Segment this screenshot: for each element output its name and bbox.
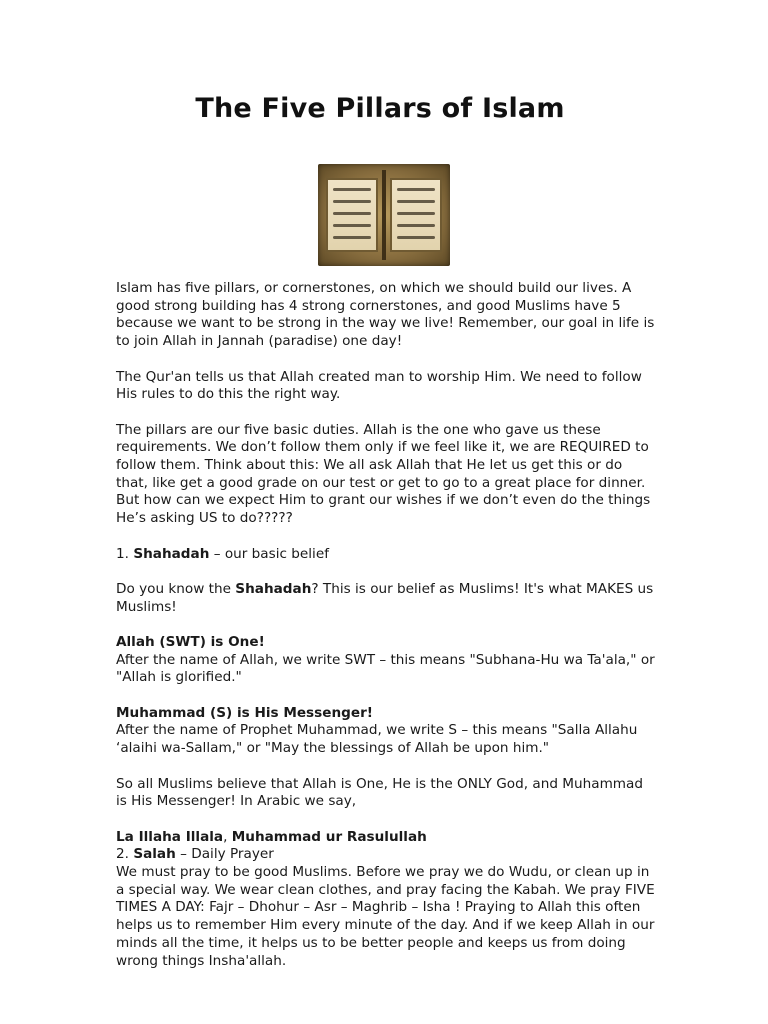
- paragraph-intro: Islam has five pillars, or cornerstones, on which we should build our lives. A good strong building has 4 strong cornerstones, and good Muslims have 5 because we want to be strong in the way we live! Remember, our goal in life is to join Allah in Jannah (paradise) one day!: [116, 280, 655, 350]
- body-text: [116, 280, 656, 970]
- quran-book-image: [318, 164, 450, 266]
- paragraph-arabic-intro: So all Muslims believe that Allah is One, He is the ONLY God, and Muhammad is His Messenger! In Arabic we say,: [116, 775, 644, 810]
- pillar-1-name: Shahadah: [133, 545, 210, 562]
- book-spine: [382, 170, 386, 260]
- allah-text: After the name of Allah, we write SWT – this means "Subhana-Hu wa Ta'ala," or "Allah is glorified.": [116, 651, 655, 686]
- muhammad-text: After the name of Prophet Muhammad, we write S – this means "Salla Allahu ‘alaihi wa-Sallam," or "May the blessings of Allah be upon him.": [116, 722, 638, 757]
- paragraph-shahadah-question: Do you know the Shahadah? This is our belief as Muslims! It's what MAKES us Muslims!: [116, 580, 654, 615]
- book-left-page: [326, 178, 378, 252]
- pillar-2-heading: 2. Salah – Daily Prayer: [116, 846, 274, 863]
- muhammad-heading: Muhammad (S) is His Messenger!: [116, 704, 373, 721]
- paragraph-duties: The pillars are our five basic duties. Allah is the one who gave us these requirements. We don’t follow them only if we feel like it, we are REQUIRED to follow them. Think about this: We all ask Allah that He let us get this or do that, like get a good grade on our test or get to go to a great place for dinner. But how can we expect Him to grant our wishes if we don’t even do the things He’s asking US to do?????: [116, 421, 651, 527]
- page-title: The Five Pillars of Islam: [195, 93, 565, 124]
- shahadah-arabic: La Illaha Illala, Muhammad ur Rasulullah: [116, 828, 427, 845]
- pillar-2-name: Salah: [133, 846, 176, 863]
- pillar-1-heading: 1. Shahadah – our basic belief: [116, 545, 329, 562]
- allah-heading: Allah (SWT) is One!: [116, 633, 265, 650]
- paragraph-quran: The Qur'an tells us that Allah created man to worship Him. We need to follow His rules to do this the right way.: [116, 368, 642, 403]
- salah-text: We must pray to be good Muslims. Before we pray we do Wudu, or clean up in a special way. We wear clean clothes, and pray facing the Kabah. We pray FIVE TIMES A DAY: Fajr – Dhohur – Asr – Maghrib – Isha ! Praying to Allah this often helps us to remember Him every minute of the day. And if we keep Allah in our minds all the time, it helps us to be better people and keeps us from doing wrong things Insha'allah.: [116, 864, 655, 969]
- book-right-page: [390, 178, 442, 252]
